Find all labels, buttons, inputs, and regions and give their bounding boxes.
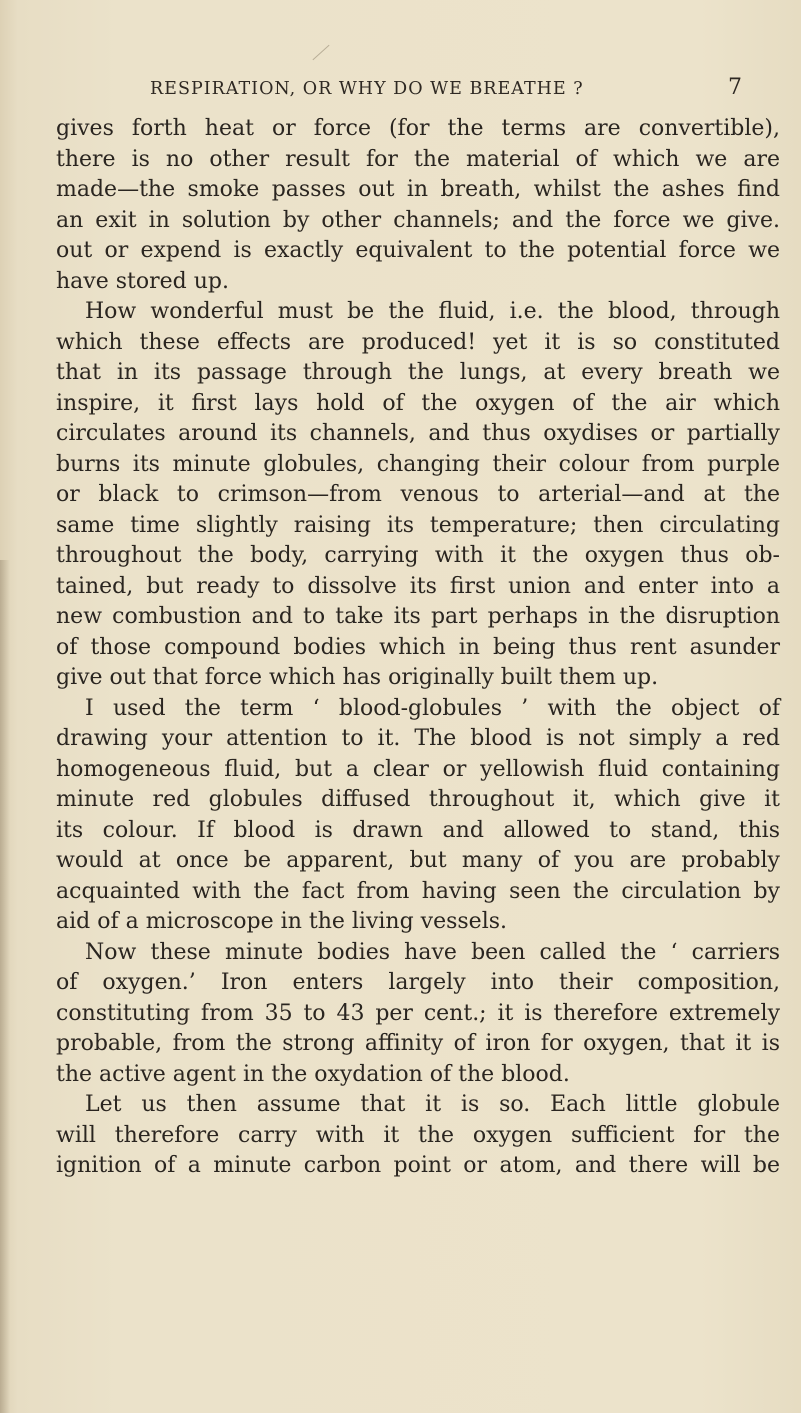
gutter-shadow <box>0 560 10 1413</box>
text-line: made—the smoke passes out in breath, whilst the ashes find <box>56 177 780 202</box>
text-line: gives forth heat or force (for the terms are convertible), <box>56 116 780 141</box>
text-line: tained, but ready to dissolve its first union and enter into a <box>56 573 780 599</box>
text-line: probable, from the strong affinity of iron for oxygen, that it is <box>56 1031 780 1056</box>
text-line: the active agent in the oxydation of the blood. <box>56 1061 570 1087</box>
body-text <box>56 114 780 1182</box>
running-head <box>0 75 801 105</box>
text-line: Now these minute bodies have been called the ‘ carriers <box>85 939 780 965</box>
text-line: give out that force which has originally built them up. <box>56 665 659 690</box>
text-line: would at once be apparent, but many of you are probably <box>56 848 780 873</box>
text-line: burns its minute globules, changing their colour from purple <box>56 451 780 477</box>
text-line: out or expend is exactly equivalent to the potential force we <box>56 238 780 263</box>
text-line: acquainted with the fact from having seen the circulation by <box>56 878 780 904</box>
text-line: minute red globules diffused throughout it, which give it <box>56 787 780 812</box>
text-line: an exit in solution by other channels; and the force we give. <box>56 207 780 233</box>
text-line: constituting from 35 to 43 per cent.; it is therefore extremely <box>56 1000 780 1026</box>
text-line: circulates around its channels, and thus oxydises or partially <box>56 421 780 446</box>
text-line: will therefore carry with it the oxygen sufficient for the <box>56 1122 780 1148</box>
text-line: homogeneous fluid, but a clear or yellowish fluid containing <box>56 756 780 782</box>
text-line: its colour. If blood is drawn and allowed to stand, this <box>56 817 780 843</box>
text-line: have stored up. <box>56 268 229 294</box>
text-line: there is no other result for the material of which we are <box>56 146 780 172</box>
pencil-mark <box>312 45 329 60</box>
text-line: new combustion and to take its part perhaps in the disruption <box>56 604 780 629</box>
text-line: of those compound bodies which in being thus rent asunder <box>56 634 780 660</box>
text-line: inspire, it first lays hold of the oxygen of the air which <box>56 390 780 416</box>
text-line: that in its passage through the lungs, at every breath we <box>56 360 780 385</box>
running-title: RESPIRATION, OR WHY DO WE BREATHE ? <box>150 79 584 99</box>
text-line: of oxygen.’ Iron enters largely into their composition, <box>56 970 780 995</box>
text-line: or black to crimson—from venous to arterial—and at the <box>56 482 780 507</box>
text-line: ignition of a minute carbon point or atom, and there will be <box>56 1153 780 1178</box>
page-number: 7 <box>728 75 742 100</box>
text-line: throughout the body, carrying with it the oxygen thus ob- <box>56 543 780 568</box>
text-line: How wonderful must be the fluid, i.e. the blood, through <box>85 299 780 324</box>
text-line: same time slightly raising its temperature; then circulating <box>56 512 780 538</box>
text-line: aid of a microscope in the living vessels. <box>56 909 508 934</box>
text-line: drawing your attention to it. The blood is not simply a red <box>56 726 780 751</box>
text-line: I used the term ‘ blood-globules ’ with the object of <box>85 695 780 721</box>
text-line: Let us then assume that it is so. Each little globule <box>85 1092 780 1117</box>
text-line: which these effects are produced! yet it is so constituted <box>56 329 780 355</box>
